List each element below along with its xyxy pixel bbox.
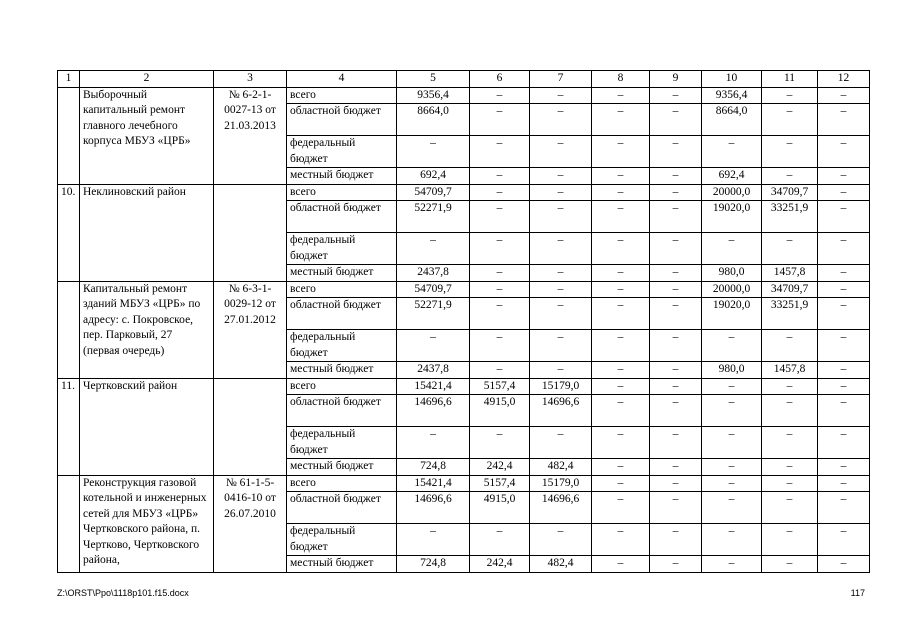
funding-source: местный бюджет bbox=[287, 168, 397, 185]
funding-source: федеральный бюджет bbox=[287, 233, 397, 265]
table-row bbox=[58, 281, 870, 298]
funding-source: местный бюджет bbox=[287, 265, 397, 282]
funding-source: всего bbox=[287, 87, 397, 104]
amount-cell: – bbox=[530, 524, 592, 556]
amount-cell: – bbox=[592, 168, 650, 185]
amount-cell: – bbox=[762, 136, 818, 168]
amount-cell: 1457,8 bbox=[762, 362, 818, 379]
expertise-reference: № 61-1-5-0416-10 от 26.07.2010 bbox=[214, 475, 287, 572]
amount-cell: – bbox=[470, 265, 530, 282]
amount-cell: – bbox=[650, 201, 702, 233]
object-name: Неклиновский район bbox=[80, 184, 214, 281]
amount-cell: – bbox=[592, 524, 650, 556]
amount-cell: 15179,0 bbox=[530, 475, 592, 492]
object-name: Реконструкция газовой котельной и инженерных сетей для МБУЗ «ЦРБ» Чертковского района, п. Чертково, Чертковского района, bbox=[80, 475, 214, 572]
funding-source: областной бюджет bbox=[287, 395, 397, 427]
budget-table bbox=[57, 70, 870, 573]
col-header: 2 bbox=[80, 71, 214, 88]
amount-cell: – bbox=[592, 184, 650, 201]
amount-cell: – bbox=[818, 378, 870, 395]
object-name: Выборочный капитальный ремонт главного лечебного корпуса МБУЗ «ЦРБ» bbox=[80, 87, 214, 184]
row-order-number: 11. bbox=[58, 378, 80, 475]
amount-cell: – bbox=[530, 184, 592, 201]
amount-cell: 692,4 bbox=[702, 168, 762, 185]
expertise-reference: № 6-2-1-0027-13 от 21.03.2013 bbox=[214, 87, 287, 184]
amount-cell: – bbox=[818, 556, 870, 573]
amount-cell: 980,0 bbox=[702, 362, 762, 379]
amount-cell: – bbox=[397, 524, 470, 556]
amount-cell: – bbox=[530, 330, 592, 362]
amount-cell: – bbox=[530, 168, 592, 185]
col-header: 10 bbox=[702, 71, 762, 88]
amount-cell: 52271,9 bbox=[397, 298, 470, 330]
expertise-reference: № 6-3-1-0029-12 от 27.01.2012 bbox=[214, 281, 287, 378]
amount-cell: – bbox=[592, 395, 650, 427]
amount-cell: – bbox=[592, 556, 650, 573]
amount-cell: 33251,9 bbox=[762, 201, 818, 233]
amount-cell: 2437,8 bbox=[397, 265, 470, 282]
amount-cell: – bbox=[818, 475, 870, 492]
col-header: 7 bbox=[530, 71, 592, 88]
row-order-number: 10. bbox=[58, 184, 80, 281]
amount-cell: 19020,0 bbox=[702, 201, 762, 233]
amount-cell: 9356,4 bbox=[397, 87, 470, 104]
col-header: 5 bbox=[397, 71, 470, 88]
col-header: 1 bbox=[58, 71, 80, 88]
amount-cell: 14696,6 bbox=[530, 395, 592, 427]
funding-source: областной бюджет bbox=[287, 104, 397, 136]
funding-source: областной бюджет bbox=[287, 201, 397, 233]
amount-cell: 14696,6 bbox=[397, 492, 470, 524]
amount-cell: – bbox=[702, 556, 762, 573]
amount-cell: – bbox=[702, 378, 762, 395]
amount-cell: – bbox=[702, 492, 762, 524]
amount-cell: 5157,4 bbox=[470, 378, 530, 395]
amount-cell: – bbox=[592, 104, 650, 136]
amount-cell: – bbox=[818, 281, 870, 298]
amount-cell: – bbox=[592, 233, 650, 265]
expertise-reference bbox=[214, 184, 287, 281]
amount-cell: 15421,4 bbox=[397, 378, 470, 395]
amount-cell: – bbox=[650, 298, 702, 330]
amount-cell: – bbox=[470, 427, 530, 459]
amount-cell: – bbox=[592, 492, 650, 524]
amount-cell: – bbox=[592, 201, 650, 233]
amount-cell: 4915,0 bbox=[470, 492, 530, 524]
amount-cell: 34709,7 bbox=[762, 281, 818, 298]
row-order-number bbox=[58, 87, 80, 184]
amount-cell: – bbox=[762, 87, 818, 104]
amount-cell: – bbox=[530, 298, 592, 330]
amount-cell: – bbox=[530, 87, 592, 104]
page-number: 117 bbox=[850, 588, 865, 598]
amount-cell: – bbox=[702, 330, 762, 362]
col-header: 9 bbox=[650, 71, 702, 88]
funding-source: всего bbox=[287, 184, 397, 201]
amount-cell: – bbox=[762, 492, 818, 524]
amount-cell: – bbox=[702, 136, 762, 168]
amount-cell: – bbox=[530, 104, 592, 136]
funding-source: всего bbox=[287, 378, 397, 395]
amount-cell: – bbox=[650, 395, 702, 427]
amount-cell: 482,4 bbox=[530, 459, 592, 476]
amount-cell: – bbox=[762, 427, 818, 459]
amount-cell: – bbox=[762, 168, 818, 185]
amount-cell: – bbox=[592, 362, 650, 379]
col-header: 12 bbox=[818, 71, 870, 88]
amount-cell: – bbox=[592, 265, 650, 282]
amount-cell: – bbox=[762, 233, 818, 265]
amount-cell: – bbox=[650, 233, 702, 265]
amount-cell: – bbox=[650, 87, 702, 104]
amount-cell: – bbox=[650, 427, 702, 459]
amount-cell: 242,4 bbox=[470, 556, 530, 573]
amount-cell: – bbox=[650, 168, 702, 185]
amount-cell: 482,4 bbox=[530, 556, 592, 573]
amount-cell: – bbox=[397, 330, 470, 362]
amount-cell: – bbox=[818, 298, 870, 330]
amount-cell: – bbox=[818, 184, 870, 201]
col-header: 8 bbox=[592, 71, 650, 88]
funding-source: местный бюджет bbox=[287, 459, 397, 476]
amount-cell: 20000,0 bbox=[702, 184, 762, 201]
amount-cell: – bbox=[762, 556, 818, 573]
amount-cell: – bbox=[650, 492, 702, 524]
object-name: Капитальный ремонт зданий МБУЗ «ЦРБ» по адресу: с. Покровское, пер. Парковый, 27 (первая очередь) bbox=[80, 281, 214, 378]
row-order-number bbox=[58, 281, 80, 378]
amount-cell: 54709,7 bbox=[397, 184, 470, 201]
amount-cell: 8664,0 bbox=[397, 104, 470, 136]
amount-cell: – bbox=[470, 168, 530, 185]
amount-cell: – bbox=[592, 427, 650, 459]
amount-cell: – bbox=[818, 104, 870, 136]
amount-cell: – bbox=[470, 281, 530, 298]
amount-cell: – bbox=[650, 378, 702, 395]
funding-source: областной бюджет bbox=[287, 492, 397, 524]
object-name: Чертковский район bbox=[80, 378, 214, 475]
amount-cell: – bbox=[818, 265, 870, 282]
amount-cell: – bbox=[650, 184, 702, 201]
amount-cell: – bbox=[702, 475, 762, 492]
amount-cell: – bbox=[818, 136, 870, 168]
amount-cell: – bbox=[592, 330, 650, 362]
amount-cell: – bbox=[818, 492, 870, 524]
amount-cell: – bbox=[650, 475, 702, 492]
amount-cell: – bbox=[470, 184, 530, 201]
amount-cell: – bbox=[530, 233, 592, 265]
amount-cell: – bbox=[592, 298, 650, 330]
amount-cell: – bbox=[818, 233, 870, 265]
col-header: 4 bbox=[287, 71, 397, 88]
amount-cell: – bbox=[470, 104, 530, 136]
amount-cell: – bbox=[762, 395, 818, 427]
table-row bbox=[58, 87, 870, 104]
amount-cell: – bbox=[702, 427, 762, 459]
table-row bbox=[58, 475, 870, 492]
amount-cell: 8664,0 bbox=[702, 104, 762, 136]
amount-cell: 4915,0 bbox=[470, 395, 530, 427]
funding-source: местный бюджет bbox=[287, 556, 397, 573]
amount-cell: 724,8 bbox=[397, 459, 470, 476]
amount-cell: – bbox=[530, 136, 592, 168]
amount-cell: – bbox=[650, 136, 702, 168]
funding-source: федеральный бюджет bbox=[287, 136, 397, 168]
amount-cell: – bbox=[650, 556, 702, 573]
amount-cell: – bbox=[397, 136, 470, 168]
amount-cell: – bbox=[702, 459, 762, 476]
amount-cell: – bbox=[762, 330, 818, 362]
amount-cell: – bbox=[470, 362, 530, 379]
table-row bbox=[58, 184, 870, 201]
amount-cell: 19020,0 bbox=[702, 298, 762, 330]
amount-cell: – bbox=[530, 281, 592, 298]
amount-cell: 980,0 bbox=[702, 265, 762, 282]
funding-source: федеральный бюджет bbox=[287, 427, 397, 459]
amount-cell: – bbox=[592, 378, 650, 395]
amount-cell: – bbox=[650, 459, 702, 476]
amount-cell: 1457,8 bbox=[762, 265, 818, 282]
amount-cell: – bbox=[592, 475, 650, 492]
amount-cell: – bbox=[818, 459, 870, 476]
amount-cell: 15421,4 bbox=[397, 475, 470, 492]
amount-cell: – bbox=[530, 265, 592, 282]
funding-source: федеральный бюджет bbox=[287, 330, 397, 362]
amount-cell: – bbox=[470, 87, 530, 104]
amount-cell: 52271,9 bbox=[397, 201, 470, 233]
amount-cell: – bbox=[762, 524, 818, 556]
table-body bbox=[58, 71, 870, 573]
amount-cell: 54709,7 bbox=[397, 281, 470, 298]
amount-cell: – bbox=[650, 362, 702, 379]
amount-cell: – bbox=[470, 524, 530, 556]
column-number-header-row bbox=[58, 71, 870, 88]
amount-cell: – bbox=[650, 524, 702, 556]
amount-cell: – bbox=[818, 395, 870, 427]
amount-cell: 14696,6 bbox=[397, 395, 470, 427]
amount-cell: 34709,7 bbox=[762, 184, 818, 201]
amount-cell: – bbox=[397, 427, 470, 459]
amount-cell: – bbox=[762, 378, 818, 395]
amount-cell: – bbox=[702, 524, 762, 556]
row-order-number bbox=[58, 475, 80, 572]
amount-cell: – bbox=[650, 104, 702, 136]
amount-cell: 33251,9 bbox=[762, 298, 818, 330]
col-header: 3 bbox=[214, 71, 287, 88]
amount-cell: – bbox=[762, 104, 818, 136]
amount-cell: 692,4 bbox=[397, 168, 470, 185]
amount-cell: – bbox=[397, 233, 470, 265]
amount-cell: 724,8 bbox=[397, 556, 470, 573]
amount-cell: – bbox=[702, 233, 762, 265]
amount-cell: – bbox=[818, 524, 870, 556]
amount-cell: 14696,6 bbox=[530, 492, 592, 524]
amount-cell: – bbox=[470, 298, 530, 330]
amount-cell: 20000,0 bbox=[702, 281, 762, 298]
amount-cell: – bbox=[818, 168, 870, 185]
funding-source: всего bbox=[287, 281, 397, 298]
amount-cell: – bbox=[592, 136, 650, 168]
amount-cell: – bbox=[530, 427, 592, 459]
amount-cell: 9356,4 bbox=[702, 87, 762, 104]
amount-cell: 242,4 bbox=[470, 459, 530, 476]
amount-cell: – bbox=[592, 459, 650, 476]
amount-cell: – bbox=[818, 201, 870, 233]
table-row bbox=[58, 378, 870, 395]
amount-cell: – bbox=[818, 427, 870, 459]
amount-cell: – bbox=[818, 87, 870, 104]
amount-cell: – bbox=[702, 395, 762, 427]
amount-cell: – bbox=[592, 281, 650, 298]
amount-cell: 15179,0 bbox=[530, 378, 592, 395]
funding-source: всего bbox=[287, 475, 397, 492]
amount-cell: – bbox=[818, 330, 870, 362]
funding-source: местный бюджет bbox=[287, 362, 397, 379]
amount-cell: – bbox=[762, 459, 818, 476]
amount-cell: – bbox=[762, 475, 818, 492]
funding-source: областной бюджет bbox=[287, 298, 397, 330]
col-header: 6 bbox=[470, 71, 530, 88]
document-path: Z:\ORST\Ppo\1118p101.f15.docx bbox=[57, 588, 189, 598]
amount-cell: – bbox=[530, 201, 592, 233]
amount-cell: – bbox=[470, 136, 530, 168]
amount-cell: – bbox=[818, 362, 870, 379]
amount-cell: – bbox=[592, 87, 650, 104]
amount-cell: 2437,8 bbox=[397, 362, 470, 379]
amount-cell: – bbox=[530, 362, 592, 379]
amount-cell: – bbox=[650, 281, 702, 298]
amount-cell: 5157,4 bbox=[470, 475, 530, 492]
amount-cell: – bbox=[470, 330, 530, 362]
amount-cell: – bbox=[650, 265, 702, 282]
amount-cell: – bbox=[470, 233, 530, 265]
funding-source: федеральный бюджет bbox=[287, 524, 397, 556]
amount-cell: – bbox=[650, 330, 702, 362]
expertise-reference bbox=[214, 378, 287, 475]
amount-cell: – bbox=[470, 201, 530, 233]
col-header: 11 bbox=[762, 71, 818, 88]
